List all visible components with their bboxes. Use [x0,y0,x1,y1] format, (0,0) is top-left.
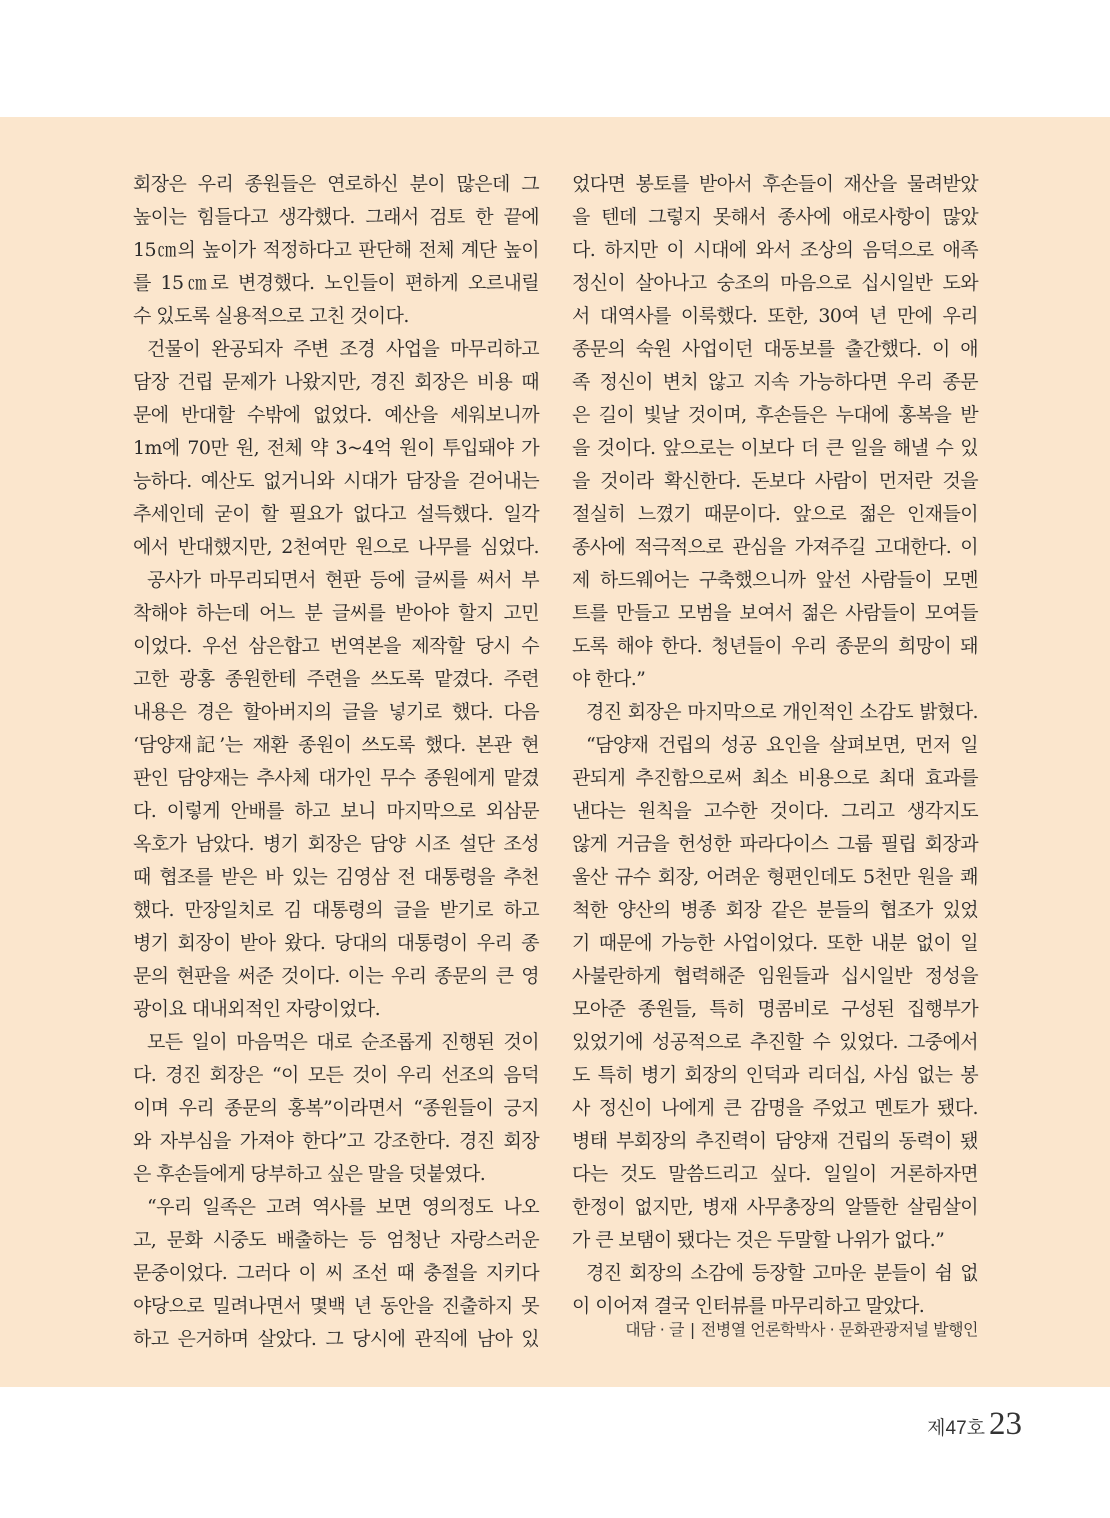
text-line: 모든 일이 마음먹은 대로 순조롭게 진행된 것이 [147,1031,539,1053]
text-line: 경진 회장은 마지막으로 개인적인 소감도 밝혔다. [586,701,978,723]
text-line: 이며 우리 종문의 홍복”이라면서 “종원들이 긍지 [133,1097,539,1119]
text-line: 도록 해야 한다. 청년들이 우리 종문의 희망이 돼 [572,635,978,657]
text-line: 기 때문에 가능한 사업이었다. 또한 내분 없이 일 [572,932,978,954]
text-line: 관되게 추진함으로써 최소 비용으로 최대 효과를 [572,767,978,789]
text-line: 야 한다.” [572,668,646,690]
text-line: 을 것이다. 앞으로는 이보다 더 큰 일을 해낼 수 있 [572,437,978,459]
page-number: 23 [989,1406,1022,1442]
text-line: 문중이었다. 그러다 이 씨 조선 때 충절을 지키다 [133,1262,539,1284]
text-line: 척한 양산의 병종 회장 같은 분들의 협조가 있었 [572,899,978,921]
text-line: “우리 일족은 고려 역사를 보면 영의정도 나오 [147,1196,539,1218]
text-line: 경진 회장의 소감에 등장할 고마운 분들이 쉼 없 [586,1262,978,1284]
text-line: 가 큰 보탬이 됐다는 것은 두말할 나위가 없다.” [572,1229,945,1251]
text-line: 고, 문화 시중도 배출하는 등 엄청난 자랑스러운 [133,1229,539,1251]
text-line: 사 정신이 나에게 큰 감명을 주었고 멘토가 됐다. [572,1097,978,1119]
text-line: 와 자부심을 가져야 한다”고 강조한다. 경진 회장 [133,1130,539,1152]
text-line: 했다. 만장일치로 김 대통령의 글을 받기로 하고 [133,899,539,921]
text-line: 다. 경진 회장은 “이 모든 것이 우리 선조의 음덕 [133,1064,539,1086]
text-line: 않게 거금을 헌성한 파라다이스 그룹 필립 회장과 [572,833,978,855]
text-line: 병태 부회장의 추진력이 담양재 건립의 동력이 됐 [572,1130,978,1152]
text-line: 건물이 완공되자 주변 조경 사업을 마무리하고 [147,338,539,360]
text-line: 사불란하게 협력해준 임원들과 십시일반 정성을 [572,965,978,987]
text-line: 낸다는 원칙을 고수한 것이다. 그리고 생각지도 [572,800,978,822]
text-line: 정신이 살아나고 숭조의 마음으로 십시일반 도와 [572,272,978,294]
text-line: 이었다. 우선 삼은합고 번역본을 제작할 당시 수 [133,635,539,657]
page-footer [927,1406,1022,1443]
text-line: 이 이어져 결국 인터뷰를 마무리하고 말았다. [572,1295,925,1317]
text-line: 담장 건립 문제가 나왔지만, 경진 회장은 비용 때 [133,371,539,393]
text-line: 족 정신이 변치 않고 지속 가능하다면 우리 종문 [572,371,978,393]
author-byline [572,1317,978,1340]
text-line: ‘담양재記’는 재환 종원이 쓰도록 했다. 본관 현 [133,734,539,756]
text-line: 착해야 하는데 어느 분 글씨를 받아야 할지 고민 [133,602,539,624]
text-line: 능하다. 예산도 없거니와 시대가 담장을 걷어내는 [133,470,539,492]
text-line: 다. 이렇게 안배를 하고 보니 마지막으로 외삼문 [133,800,539,822]
byline-separator: | [689,1320,695,1339]
text-line: 을 텐데 그렇지 못해서 종사에 애로사항이 많았 [572,206,978,228]
byline-author: 전병열 언론학박사 · 문화관광저널 발행인 [700,1320,978,1339]
text-line: 은 길이 빛날 것이며, 후손들은 누대에 홍복을 받 [572,404,978,426]
article-column-right [572,168,978,1323]
text-line: 울산 규수 회장, 어려운 형편인데도 5천만 원을 쾌 [572,866,978,888]
text-line: 다는 것도 말씀드리고 싶다. 일일이 거론하자면 [572,1163,978,1185]
text-line: 절실히 느꼈기 때문이다. 앞으로 젊은 인재들이 [572,503,978,525]
text-line: 제 하드웨어는 구축했으니까 앞선 사람들이 모멘 [572,569,978,591]
text-line: 회장은 우리 종원들은 연로하신 분이 많은데 그 [133,173,539,195]
text-line: 공사가 마무리되면서 현판 등에 글씨를 써서 부 [147,569,539,591]
text-line: “담양재 건립의 성공 요인을 살펴보면, 먼저 일 [586,734,978,756]
text-line: 었다면 봉토를 받아서 후손들이 재산을 물려받았 [572,173,978,195]
text-line: 을 것이라 확신한다. 돈보다 사람이 먼저란 것을 [572,470,978,492]
text-line: 때 협조를 받은 바 있는 김영삼 전 대통령을 추천 [133,866,539,888]
text-line: 종문의 숙원 사업이던 대동보를 출간했다. 이 애 [572,338,978,360]
text-line: 광이요 대내외적인 자랑이었다. [133,998,381,1020]
text-line: 옥호가 남았다. 병기 회장은 담양 시조 설단 조성 [133,833,539,855]
text-line: 하고 은거하며 살았다. 그 당시에 관직에 남아 있 [133,1328,539,1350]
text-line: 종사에 적극적으로 관심을 가져주길 고대한다. 이 [572,536,978,558]
text-line: 문의 현판을 써준 것이다. 이는 우리 종문의 큰 영 [133,965,539,987]
text-line: 판인 담양재는 추사체 대가인 무수 종원에게 맡겼 [133,767,539,789]
text-line: 서 대역사를 이룩했다. 또한, 30여 년 만에 우리 [572,305,978,327]
text-line: 있었기에 성공적으로 추진할 수 있었다. 그중에서 [572,1031,978,1053]
article-column-left [133,168,539,1356]
text-line: 야당으로 밀려나면서 몇백 년 동안을 진출하지 못 [133,1295,539,1317]
text-line: 내용은 경은 할아버지의 글을 넣기로 했다. 다음 [133,701,539,723]
text-line: 추세인데 굳이 할 필요가 없다고 설득했다. 일각 [133,503,539,525]
text-line: 1m에 70만 원, 전체 약 3~4억 원이 투입돼야 가 [133,437,539,459]
text-line: 도 특히 병기 회장의 인덕과 리더십, 사심 없는 봉 [572,1064,978,1086]
text-line: 다. 하지만 이 시대에 와서 조상의 음덕으로 애족 [572,239,978,261]
text-line: 수 있도록 실용적으로 고친 것이다. [133,305,409,327]
text-line: 트를 만들고 모범을 보여서 젊은 사람들이 모여들 [572,602,978,624]
text-line: 를 15㎝로 변경했다. 노인들이 편하게 오르내릴 [133,272,539,294]
text-line: 15㎝의 높이가 적정하다고 판단해 전체 계단 높이 [133,239,539,261]
text-line: 모아준 종원들, 특히 명콤비로 구성된 집행부가 [572,998,978,1020]
byline-roles: 대담 · 글 [625,1320,684,1339]
text-line: 한정이 없지만, 병재 사무총장의 알뜰한 살림살이 [572,1196,978,1218]
issue-number: 제47호 [927,1418,985,1439]
text-line: 에서 반대했지만, 2천여만 원으로 나무를 심었다. [133,536,539,558]
text-line: 병기 회장이 받아 왔다. 당대의 대통령이 우리 종 [133,932,539,954]
text-line: 높이는 힘들다고 생각했다. 그래서 검토 한 끝에 [133,206,539,228]
text-line: 고한 광홍 종원한테 주련을 쓰도록 맡겼다. 주련 [133,668,539,690]
text-line: 문에 반대할 수밖에 없었다. 예산을 세워보니까 [133,404,539,426]
page-top-margin [0,0,1110,117]
text-line: 은 후손들에게 당부하고 싶은 말을 덧붙였다. [133,1163,486,1185]
